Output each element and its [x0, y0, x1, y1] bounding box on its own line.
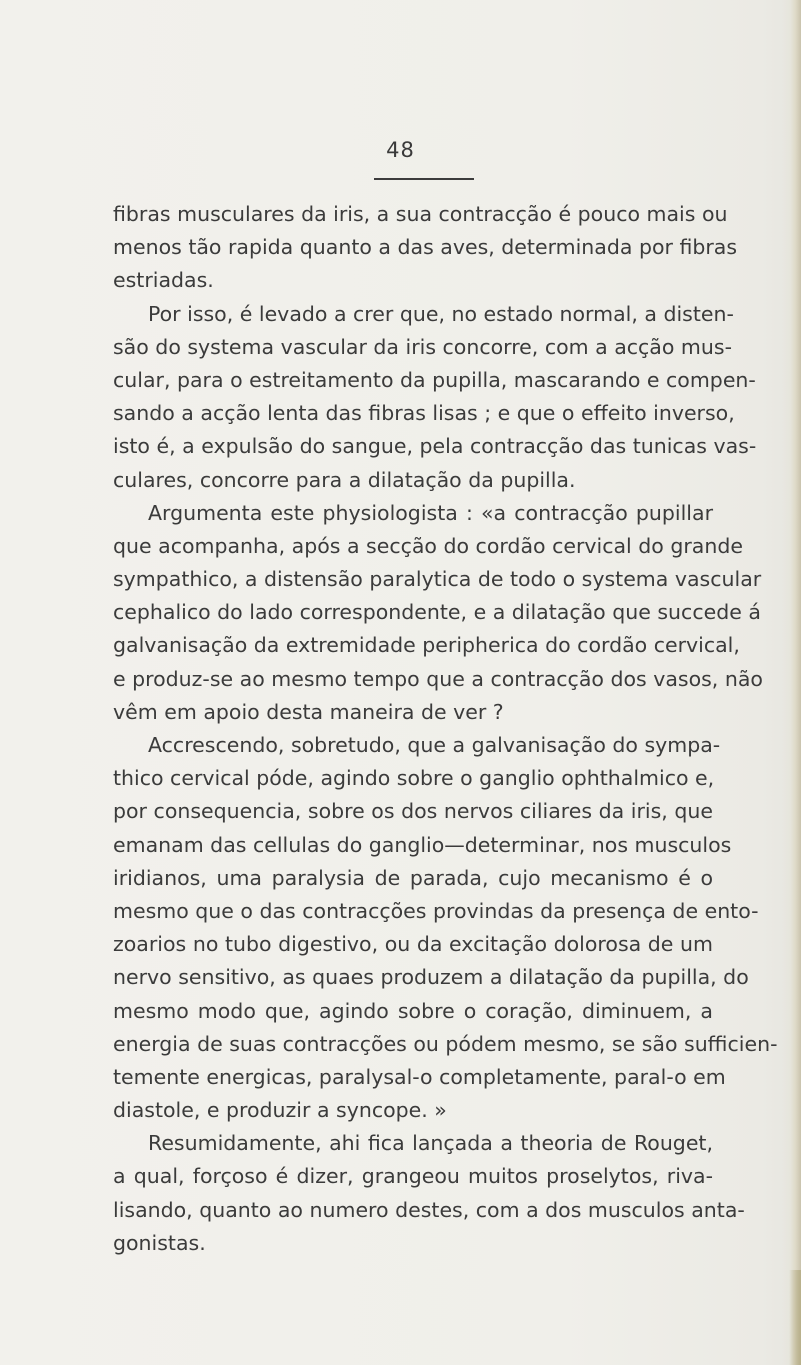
text-line: sando a acção lenta das fibras lisas ; e que o effeito inverso, [113, 401, 735, 426]
text-line: e produz-se ao mesmo tempo que a contracção dos vasos, não [113, 666, 763, 691]
text-line: culares, concorre para a dilatação da pupilla. [113, 467, 576, 492]
text-line: iridianos, uma paralysia de parada, cujo mecanismo é o [113, 865, 713, 890]
text-line: cular, para o estreitamento da pupilla, mascarando e compen- [113, 367, 756, 392]
text-line: estriadas. [113, 268, 214, 293]
text-line: lisando, quanto ao numero destes, com a dos musculos anta- [113, 1197, 745, 1222]
text-line: zoarios no tubo digestivo, ou da excitação dolorosa de um [113, 932, 713, 957]
text-line: Accrescendo, sobretudo, que a galvanisação do sympa- [148, 733, 721, 757]
page-edge-stain [789, 1270, 801, 1365]
text-line: são do systema vascular da iris concorre, com a acção mus- [113, 334, 732, 359]
text-line: mesmo modo que, agindo sobre o coração, diminuem, a [113, 998, 713, 1023]
page-edge-shadow [783, 0, 801, 1365]
body-text [113, 198, 778, 1260]
text-line: Argumenta este physiologista : «a contracção pupillar [148, 500, 713, 525]
text-line: fibras musculares da iris, a sua contracção é pouco mais ou [113, 202, 728, 226]
text-line: Resumidamente, ahi fica lançada a theoria de Rouget, [148, 1131, 713, 1156]
page-number: 48 [386, 138, 415, 162]
header-rule [374, 178, 474, 180]
text-line: menos tão rapida quanto a das aves, determinada por fibras [113, 235, 738, 260]
text-line: Por isso, é levado a crer que, no estado normal, a disten- [148, 301, 734, 326]
text-line: a qual, forçoso é dizer, grangeou muitos proselytos, riva- [113, 1164, 713, 1189]
text-line: que acompanha, após a secção do cordão cervical do grande [113, 533, 743, 558]
text-line: energia de suas contracções ou pódem mesmo, se são sufficien- [113, 1031, 778, 1056]
text-line: vêm em apoio desta maneira de ver ? [113, 699, 504, 724]
text-line: thico cervical póde, agindo sobre o ganglio ophthalmico e, [113, 766, 715, 791]
text-line: mesmo que o das contracções provindas da presença de ento- [113, 898, 759, 923]
text-line: galvanisação da extremidade peripherica do cordão cervical, [113, 633, 740, 658]
text-line: isto é, a expulsão do sangue, pela contracção das tunicas vas- [113, 434, 757, 459]
text-line: cephalico do lado correspondente, e a dilatação que succede á [113, 600, 761, 625]
text-line: nervo sensitivo, as quaes produzem a dilatação da pupilla, do [113, 965, 749, 990]
text-line: emanam das cellulas do ganglio—determinar, nos musculos [113, 832, 732, 857]
text-line: por consequencia, sobre os dos nervos ciliares da iris, que [113, 799, 713, 824]
text-line: diastole, e produzir a syncope. » [113, 1098, 447, 1123]
text-line: sympathico, a distensão paralytica de todo o systema vascular [113, 567, 762, 592]
text-line: gonistas. [113, 1230, 206, 1255]
text-line: temente energicas, paralysal-o completamente, paral-o em [113, 1064, 726, 1089]
